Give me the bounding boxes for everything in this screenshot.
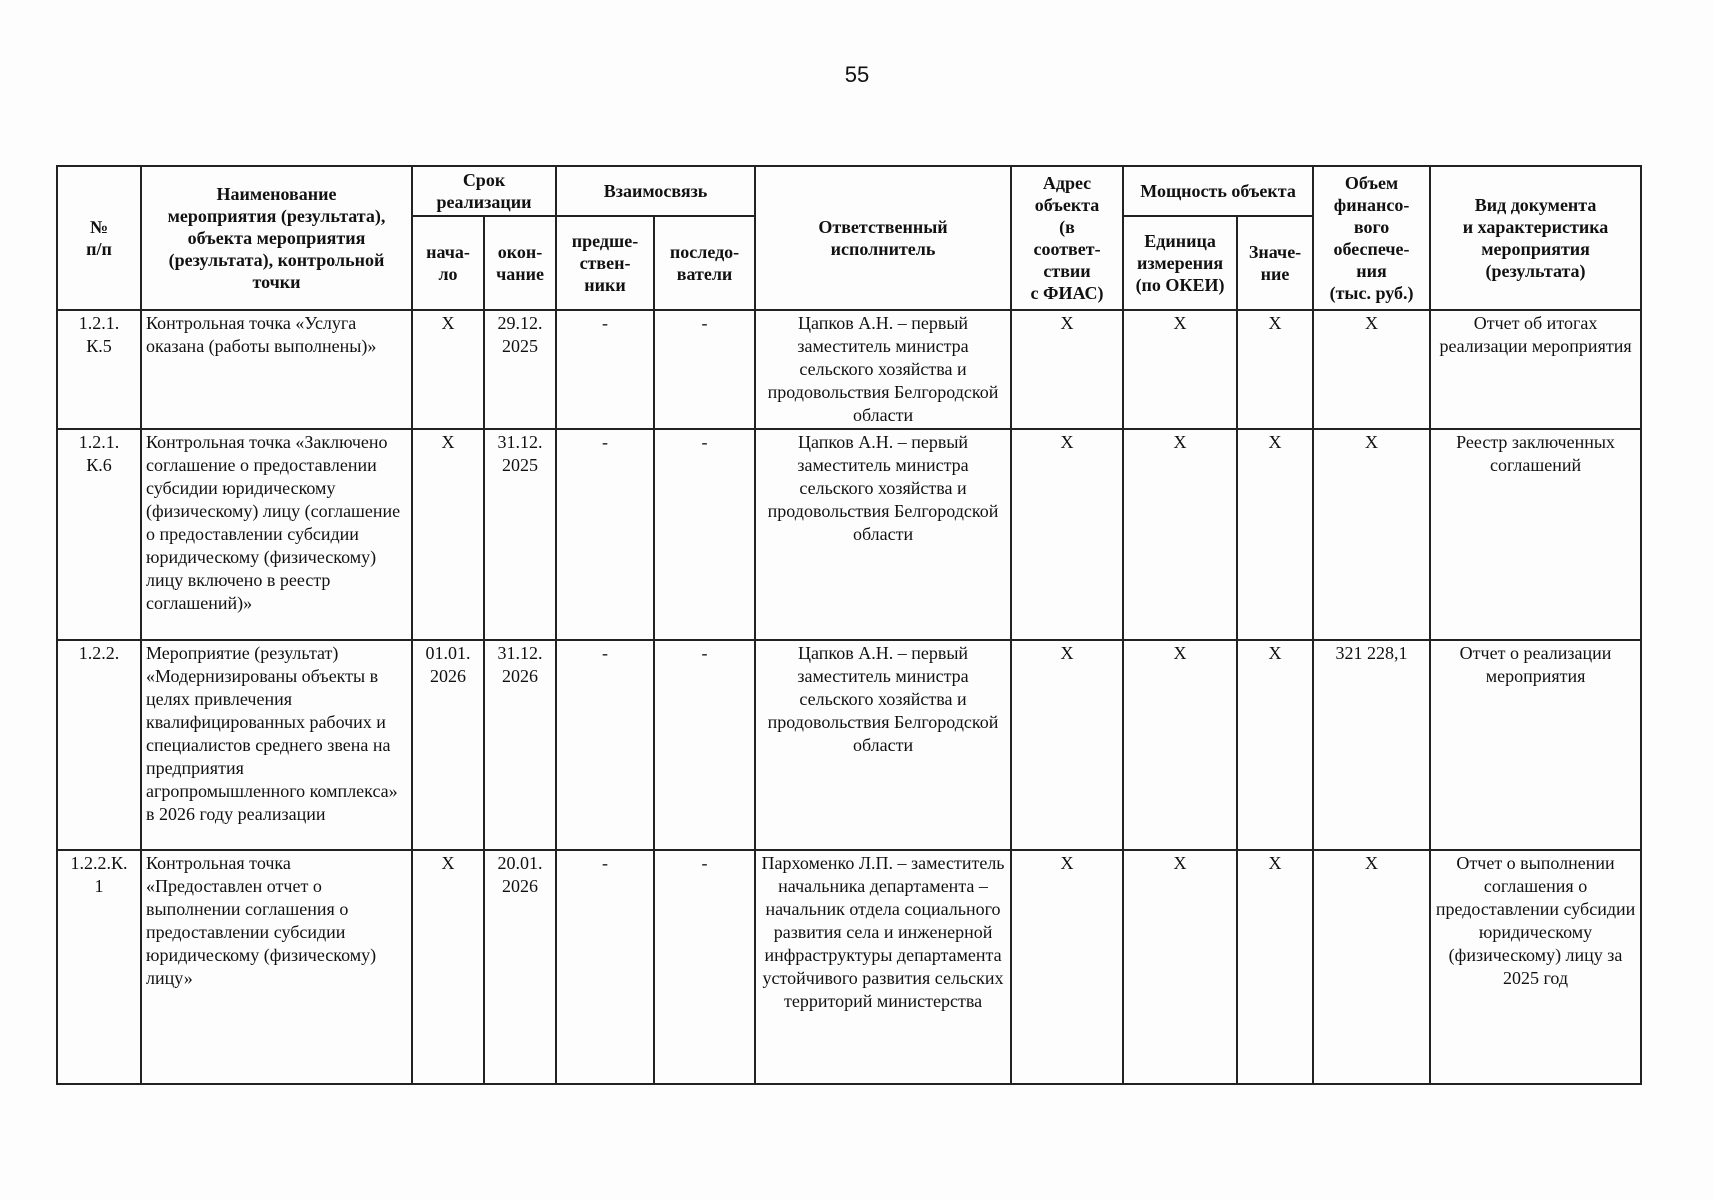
header-value: Значе- ние bbox=[1237, 216, 1313, 310]
row-address: X bbox=[1011, 310, 1123, 429]
row-doc: Реестр заключенных соглашений bbox=[1430, 429, 1641, 640]
row-responsible: Цапков А.Н. – первый заместитель министра сельского хозяйства и продовольствия Белгородской области bbox=[755, 310, 1011, 429]
row-finance: 321 228,1 bbox=[1313, 640, 1430, 850]
row-unit: X bbox=[1123, 429, 1237, 640]
row-end: 31.12. 2026 bbox=[484, 640, 556, 850]
row-name: Контрольная точка «Предоставлен отчет о выполнении соглашения о предоставлении субсидии юридическому (физическому) лицу» bbox=[141, 850, 412, 1084]
header-successors: последо- ватели bbox=[654, 216, 755, 310]
header-term-start: нача- ло bbox=[412, 216, 484, 310]
row-predecessors: - bbox=[556, 850, 654, 1084]
row-end: 29.12. 2025 bbox=[484, 310, 556, 429]
header-responsible: Ответственный исполнитель bbox=[755, 166, 1011, 310]
row-unit: X bbox=[1123, 640, 1237, 850]
header-capacity: Мощность объекта bbox=[1123, 166, 1313, 216]
header-num: № п/п bbox=[57, 166, 141, 310]
row-doc: Отчет о реализации мероприятия bbox=[1430, 640, 1641, 850]
row-num: 1.2.2. bbox=[57, 640, 141, 850]
header-term: Срок реализации bbox=[412, 166, 556, 216]
row-predecessors: - bbox=[556, 310, 654, 429]
row-finance: X bbox=[1313, 429, 1430, 640]
header-unit: Единица измерения (по ОКЕИ) bbox=[1123, 216, 1237, 310]
row-finance: X bbox=[1313, 310, 1430, 429]
table-row bbox=[57, 850, 1641, 1084]
row-num: 1.2.1. К.5 bbox=[57, 310, 141, 429]
row-value: X bbox=[1237, 429, 1313, 640]
row-finance: X bbox=[1313, 850, 1430, 1084]
row-responsible: Цапков А.Н. – первый заместитель министра сельского хозяйства и продовольствия Белгородской области bbox=[755, 429, 1011, 640]
row-value: X bbox=[1237, 640, 1313, 850]
header-name: Наименование мероприятия (результата), объекта мероприятия (результата), контрольной точки bbox=[141, 166, 412, 310]
header-term-end: окон- чание bbox=[484, 216, 556, 310]
row-doc: Отчет о выполнении соглашения о предоставлении субсидии юридическому (физическому) лицу за 2025 год bbox=[1430, 850, 1641, 1084]
row-predecessors: - bbox=[556, 640, 654, 850]
row-start: X bbox=[412, 850, 484, 1084]
row-value: X bbox=[1237, 850, 1313, 1084]
table-row bbox=[57, 429, 1641, 640]
row-address: X bbox=[1011, 429, 1123, 640]
table-row bbox=[57, 310, 1641, 429]
row-name: Мероприятие (результат) «Модернизированы объекты в целях привлечения квалифицированных рабочих и специалистов среднего звена на предприятия агропромышленного комплекса» в 2026 году реализации bbox=[141, 640, 412, 850]
table-row bbox=[57, 640, 1641, 850]
row-start: X bbox=[412, 310, 484, 429]
row-address: X bbox=[1011, 640, 1123, 850]
row-responsible: Цапков А.Н. – первый заместитель министра сельского хозяйства и продовольствия Белгородской области bbox=[755, 640, 1011, 850]
header-address: Адрес объекта (в соответ- ствии с ФИАС) bbox=[1011, 166, 1123, 310]
row-address: X bbox=[1011, 850, 1123, 1084]
row-successors: - bbox=[654, 310, 755, 429]
row-successors: - bbox=[654, 850, 755, 1084]
row-successors: - bbox=[654, 640, 755, 850]
row-successors: - bbox=[654, 429, 755, 640]
header-relation: Взаимосвязь bbox=[556, 166, 755, 216]
row-start: X bbox=[412, 429, 484, 640]
row-num: 1.2.1. К.6 bbox=[57, 429, 141, 640]
activity-plan-table bbox=[56, 165, 1642, 1085]
row-responsible: Пархоменко Л.П. – заместитель начальника департамента – начальник отдела социального развития села и инженерной инфраструктуры департамента устойчивого развития сельских территорий министерства bbox=[755, 850, 1011, 1084]
row-predecessors: - bbox=[556, 429, 654, 640]
row-name: Контрольная точка «Услуга оказана (работы выполнены)» bbox=[141, 310, 412, 429]
page-number: 55 bbox=[844, 62, 870, 87]
header-doc-type: Вид документа и характеристика мероприятия (результата) bbox=[1430, 166, 1641, 310]
row-num: 1.2.2.К. 1 bbox=[57, 850, 141, 1084]
table-header bbox=[57, 166, 1641, 310]
row-doc: Отчет об итогах реализации мероприятия bbox=[1430, 310, 1641, 429]
header-predecessors: предше- ствен- ники bbox=[556, 216, 654, 310]
row-value: X bbox=[1237, 310, 1313, 429]
row-name: Контрольная точка «Заключено соглашение о предоставлении субсидии юридическому (физическому) лицу (соглашение о предоставлении субсидии юридическому (физическому) лицу включено в реестр соглашений)» bbox=[141, 429, 412, 640]
header-finance: Объем финансо- вого обеспече- ния (тыс. руб.) bbox=[1313, 166, 1430, 310]
row-start: 01.01. 2026 bbox=[412, 640, 484, 850]
table-body bbox=[57, 310, 1641, 1084]
row-unit: X bbox=[1123, 310, 1237, 429]
row-unit: X bbox=[1123, 850, 1237, 1084]
row-end: 20.01. 2026 bbox=[484, 850, 556, 1084]
row-end: 31.12. 2025 bbox=[484, 429, 556, 640]
